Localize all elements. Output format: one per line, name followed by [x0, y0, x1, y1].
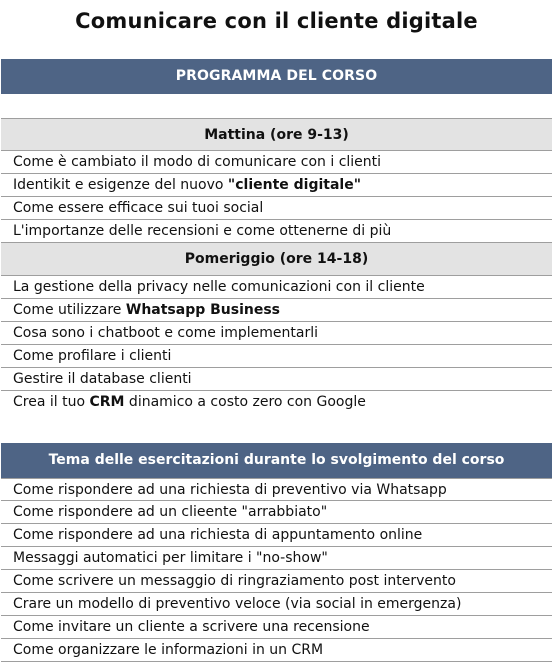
- afternoon-item: Come profilare i clienti: [1, 345, 552, 368]
- afternoon-item: La gestione della privacy nelle comunicazioni con il cliente: [1, 276, 552, 299]
- program-banner: PROGRAMMA DEL CORSO: [1, 59, 552, 94]
- afternoon-item: Crea il tuo CRM dinamico a costo zero con Google: [13, 394, 366, 410]
- exercises-table: [1, 443, 552, 662]
- schedule-table: [1, 118, 552, 414]
- afternoon-heading: Pomeriggio (ore 14-18): [1, 243, 552, 276]
- exercise-item: Crare un modello di preventivo veloce (via social in emergenza): [1, 593, 552, 616]
- morning-item: Come essere efficace sui tuoi social: [1, 197, 552, 220]
- exercise-item: Come organizzare le informazioni in un CRM: [1, 639, 552, 662]
- exercise-item: Come rispondere ad un clieente "arrabbiato": [1, 501, 552, 524]
- exercise-item: Come invitare un cliente a scrivere una recensione: [1, 616, 552, 639]
- exercise-item: Messaggi automatici per limitare i "no-show": [1, 547, 552, 570]
- afternoon-item: Cosa sono i chatboot e come implementarli: [1, 322, 552, 345]
- morning-item: Identikit e esigenze del nuovo "cliente digitale": [1, 174, 552, 197]
- afternoon-item: Gestire il database clienti: [1, 368, 552, 391]
- page-title: Comunicare con il cliente digitale: [75, 9, 478, 33]
- exercise-item: Come rispondere ad una richiesta di appuntamento online: [1, 524, 552, 547]
- morning-item: L'importanze delle recensioni e come ottenerne di più: [1, 220, 552, 243]
- exercises-heading: Tema delle esercitazioni durante lo svolgimento del corso: [1, 443, 552, 478]
- morning-heading: Mattina (ore 9-13): [1, 118, 552, 151]
- afternoon-item: Come utilizzare Whatsapp Business: [1, 299, 552, 322]
- exercise-item: Come scrivere un messaggio di ringraziamento post intervento: [1, 570, 552, 593]
- exercise-item: Come rispondere ad una richiesta di preventivo via Whatsapp: [1, 478, 552, 501]
- morning-item: Come è cambiato il modo di comunicare con i clienti: [1, 151, 552, 174]
